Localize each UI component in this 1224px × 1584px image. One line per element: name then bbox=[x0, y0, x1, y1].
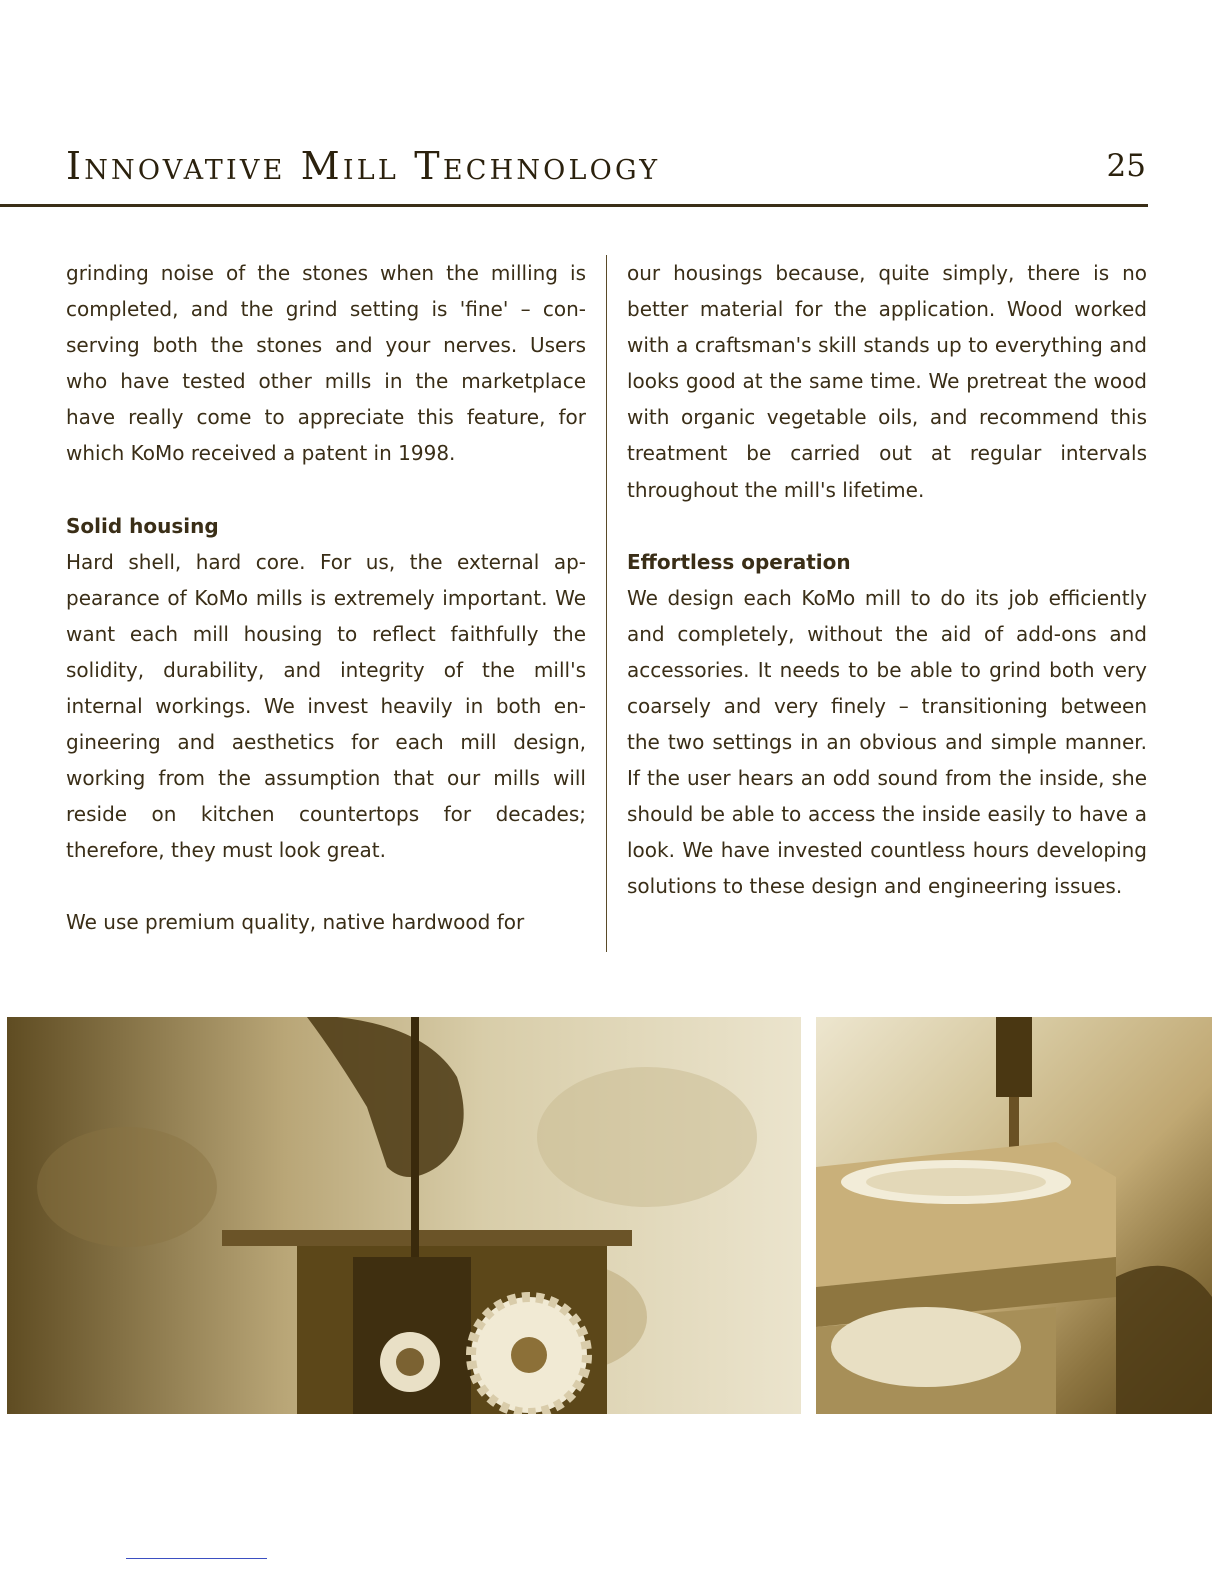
gear-mechanism-illustration bbox=[7, 1017, 801, 1414]
footer-line bbox=[126, 1558, 267, 1559]
page-number: 25 bbox=[1106, 148, 1146, 184]
photo-gear-mechanism bbox=[7, 1017, 801, 1414]
heading-effortless-operation: Effortless operation bbox=[627, 549, 851, 574]
left-column bbox=[66, 255, 586, 941]
paragraph-spacer bbox=[66, 472, 586, 508]
left-paragraph-3: We use premium quality, native hardwood for bbox=[66, 910, 525, 935]
paragraph-spacer bbox=[627, 508, 1147, 544]
photo-drilling-housing bbox=[816, 1017, 1212, 1414]
page-title: Innovative Mill Technology bbox=[66, 144, 661, 188]
left-paragraph-2: Hard shell, hard core. For us, the external appearance of KoMo mills is extremely important. We want each mill housing to reflect faithfully the solidity, durability, and integrity of the mill's internal workings. We invest heavily in both engineering and aesthetics for each mill design, working from the assumption that our mills will reside on kitchen countertops for decades; therefore, they must look great. bbox=[66, 549, 586, 863]
column-divider bbox=[606, 255, 607, 952]
header-rule bbox=[0, 204, 1148, 207]
right-paragraph-1: our housings because, quite simply, there is no better material for the application. Wood worked with a craftsman's skill stands up to everything and looks good at the same time. We pretreat the wood with organic vegetable oils, and recommend this treatment be carried out at regular intervals throughout the mill's lifetime. bbox=[627, 261, 1147, 502]
paragraph-spacer bbox=[66, 868, 586, 904]
heading-solid-housing: Solid housing bbox=[66, 513, 219, 538]
right-column bbox=[627, 255, 1147, 905]
left-paragraph-1: grinding noise of the stones when the milling is completed, and the grind setting is 'fine' – conserving both the stones and your nerves. Users who have tested other mills in the marketplace have really come to appreciate this feature, for which KoMo received a patent in 1998. bbox=[66, 261, 586, 466]
drilling-housing-illustration bbox=[816, 1017, 1212, 1414]
right-paragraph-2: We design each KoMo mill to do its job efficiently and completely, without the aid of add-ons and accessories. It needs to be able to grind both very coarsely and very finely – transitioning between the two settings in an obvious and simple manner. If the user hears an odd sound from the inside, she should be able to access the inside easily to have a look. We have invested countless hours developing solutions to these design and engineering issues. bbox=[627, 585, 1147, 899]
page-header bbox=[66, 144, 1148, 188]
